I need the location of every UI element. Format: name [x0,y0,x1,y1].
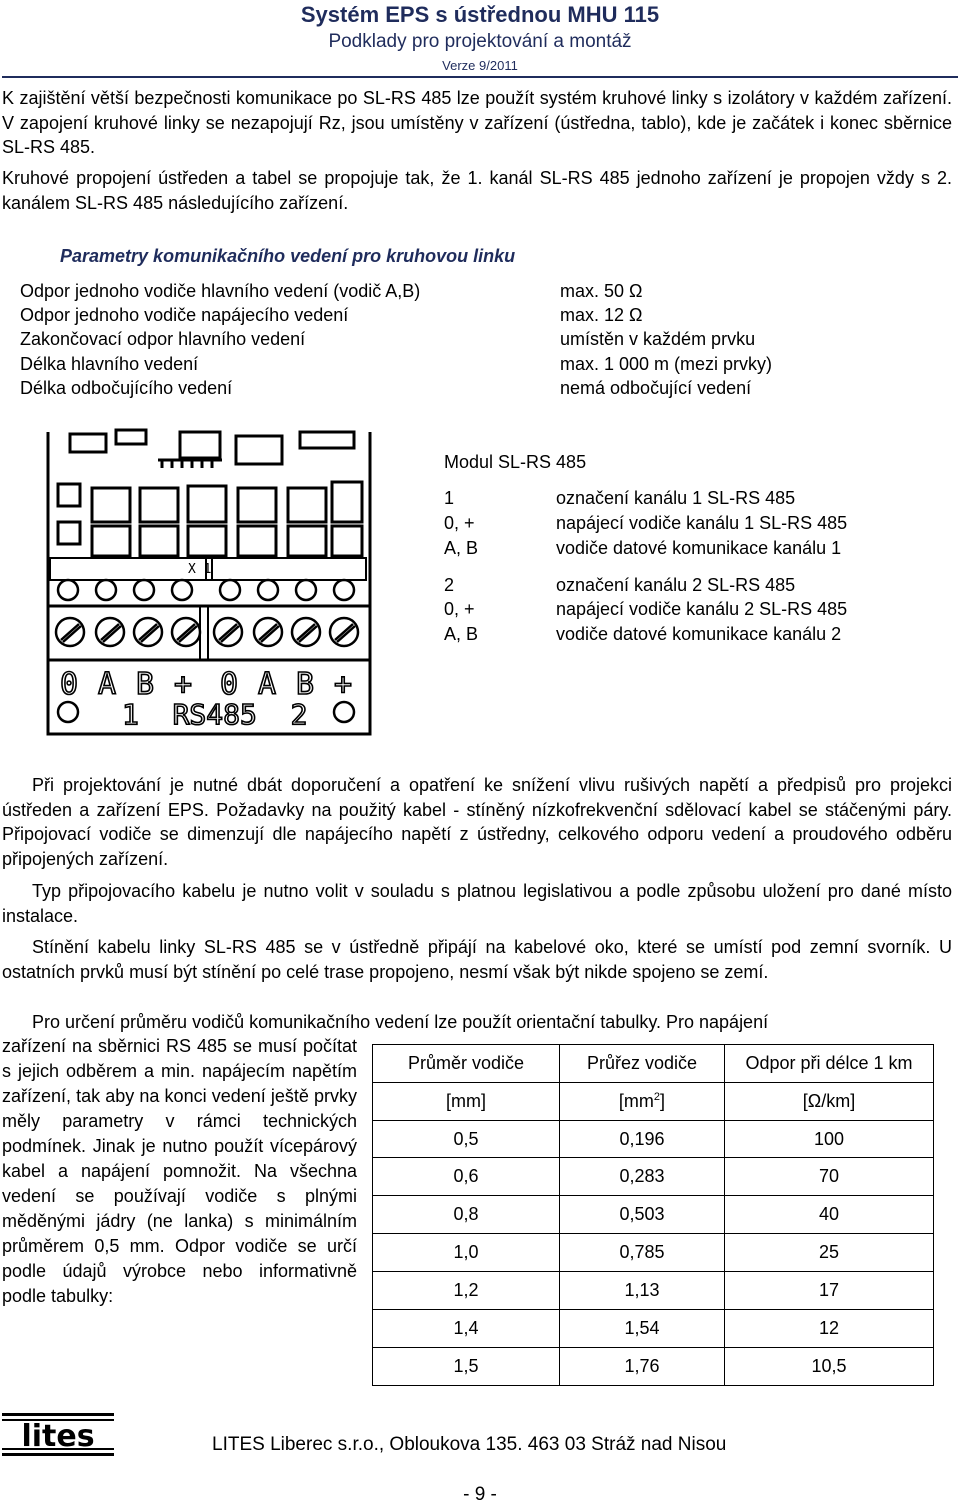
table-cell: 17 [725,1272,934,1310]
terminal-label: + [334,667,353,702]
module-desc: napájecí vodiče kanálu 1 SL-RS 485 [556,513,848,533]
table-row [373,1272,934,1310]
table-cell: 70 [725,1158,934,1196]
footer-company: LITES Liberec s.r.o., Obloukova 135. 463 03 Stráž nad Nisou [212,1434,727,1455]
terminal-label: 0 [220,667,239,702]
document-title: Systém EPS s ústřednou MHU 115 [300,2,660,27]
table-unit: $[mm^2]$ [560,1083,725,1121]
body-paragraph-4-continued: zařízení na sběrnici RS 485 se musí počítat s jejich odběrem a min. napájecím napětím zařízení, tak aby na konci vedení ještě prvky měly parametry v rámci technických podmínek. Jinak je nutno použít vícepárový kabel a napájení pomnožit. Na všechna vedení se používají vodiče s plnými měděnými jádry (ne lanka) s minimálním průměrem 0,5 mm. Odpor vodiče se určí podle údajů výrobce nebo informativně podle tabulky: [2,1036,357,1306]
table-cell: 1,5 [373,1348,560,1386]
table-cell: 10,5 [725,1348,934,1386]
table-row [373,1196,934,1234]
param-value: max. 12 Ω [560,305,643,325]
table-row [373,1121,934,1158]
board-bottom-label: 1 RS485 2 [122,698,308,731]
conductor-table [372,1044,934,1386]
table-row [373,1310,934,1348]
table-cell: 1,13 [560,1272,725,1310]
table-unit: [mm] [373,1083,560,1121]
module-code: 0, + [444,513,475,533]
logo-text: lites [21,1419,95,1454]
module-code: 0, + [444,599,475,619]
table-header: Odpor při délce 1 km [725,1045,934,1083]
table-row [373,1234,934,1272]
table-cell: 0,283 [560,1158,725,1196]
param-label: Odpor jednoho vodiče hlavního vedení (vodič A,B) [20,281,421,301]
table-cell: 0,785 [560,1234,725,1272]
table-cell: 0,503 [560,1196,725,1234]
page-number: - 9 - [463,1484,497,1505]
param-value: umístěn v každém prvku [560,329,756,349]
param-label: Délka hlavního vedení [20,354,199,374]
module-code: 2 [444,575,455,595]
table-cell: 0,6 [373,1158,560,1196]
terminal-label: A [98,667,117,702]
table-cell: 0,8 [373,1196,560,1234]
sl-rs485-module-diagram [40,426,376,738]
lites-logo [2,1413,114,1457]
params-title: Parametry komunikačního vedení pro kruhovou linku [60,246,516,266]
document-subtitle: Podklady pro projektování a montáž [328,31,632,52]
module-desc: označení kanálu 2 SL-RS 485 [556,575,796,595]
module-desc: označení kanálu 1 SL-RS 485 [556,488,796,508]
table-cell: 40 [725,1196,934,1234]
table-cell: 12 [725,1310,934,1348]
table-cell: 1,2 [373,1272,560,1310]
intro-paragraph-2: Kruhové propojení ústředen a tabel se propojuje tak, že 1. kanál SL-RS 485 jednoho zařízení je propojen vždy s 2. kanálem SL-RS 485 následujícího zařízení. [2,168,952,213]
body-paragraph-3: Stínění kabelu linky SL-RS 485 se v ústředně připájí na kabelové oko, které se umístí pod zemní svorník. U ostatních prvků musí být stínění po celé trase propojeno, nesmí však být nikde spojeno se zemí. [2,937,952,982]
terminal-label: + [174,667,193,702]
header-divider [2,76,958,78]
table-unit: [Ω/km] [725,1083,934,1121]
terminal-label: B [296,667,315,702]
module-desc: vodiče datové komunikace kanálu 1 [556,538,842,558]
intro-paragraph-1: K zajištění větší bezpečnosti komunikace po SL-RS 485 lze použít systém kruhové linky s izolátory v každém zařízení. V zapojení kruhové linky se nezapojují Rz, jsou umístěny v zařízení (ústředna, tablo), kde je začátek i konec sběrnice SL-RS 485. [2,88,952,157]
param-value: max. 1 000 m (mezi prvky) [560,354,773,374]
table-header: Průřez vodiče [560,1045,725,1083]
body-paragraph-4: Pro určení průměru vodičů komunikačního vedení lze použít orientační tabulky. Pro napájení [32,1012,769,1032]
table-row [373,1158,934,1196]
body-paragraph-1: Při projektování je nutné dbát doporučení a opatření ke snížení vlivu rušivých napětí a předpisů pro projekci ústředen a zařízení EPS. Požadavky na použitý kabel - stíněný nízkofrekvenční sdělovací kabel se stáčenými páry. Připojovací vodiče se dimenzují dle napájecího napětí z ústředny, celkového odporu vedení a proudového odběru připojených zařízení. [2,775,952,869]
body-paragraph-2: Typ připojovacího kabelu je nutno volit v souladu s platnou legislativou a podle způsobu uložení pro dané místo instalace. [2,881,952,926]
table-row [373,1348,934,1386]
table-cell: 0,196 [560,1121,725,1158]
param-value: max. 50 Ω [560,281,643,301]
document-version: Verze 9/2011 [442,58,518,73]
table-cell: 100 [725,1121,934,1158]
table-cell: 1,4 [373,1310,560,1348]
param-value: nemá odbočující vedení [560,378,752,398]
module-desc: napájecí vodiče kanálu 2 SL-RS 485 [556,599,848,619]
module-code: A, B [444,624,479,644]
terminal-label: B [136,667,155,702]
connector-label: X 1 [188,562,212,577]
module-desc: vodiče datové komunikace kanálu 2 [556,624,842,644]
table-cell: 1,76 [560,1348,725,1386]
table-cell: 1,54 [560,1310,725,1348]
terminal-label: A [258,667,277,702]
module-code: 1 [444,488,455,508]
param-label: Délka odbočujícího vedení [20,378,233,398]
table-cell: 25 [725,1234,934,1272]
module-code: A, B [444,538,479,558]
table-header: Průměr vodiče [373,1045,560,1083]
terminal-label: 0 [60,667,79,702]
module-title: Modul SL-RS 485 [444,452,587,472]
param-label: Zakončovací odpor hlavního vedení [20,329,306,349]
table-cell: 1,0 [373,1234,560,1272]
table-cell: 0,5 [373,1121,560,1158]
param-label: Odpor jednoho vodiče napájecího vedení [20,305,349,325]
